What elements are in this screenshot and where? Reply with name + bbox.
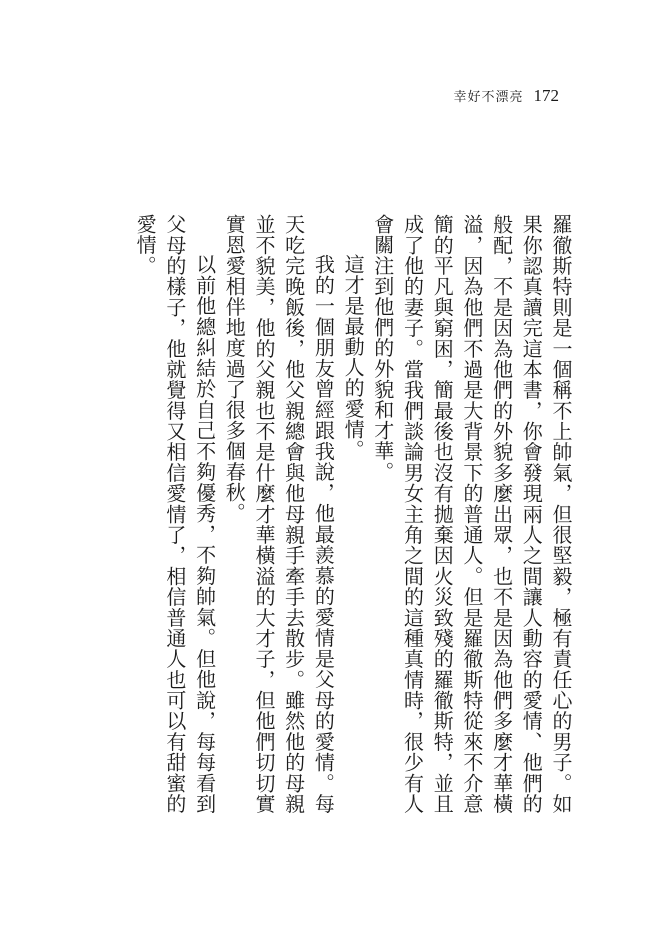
running-header [453, 86, 559, 106]
body-text [129, 214, 575, 814]
paragraph-2: 這才是最動人的愛情。 [341, 254, 366, 460]
paragraph-4: 以前他總糾結於自己不夠優秀，不夠帥氣。但他說，每每看到父母的樣子，他就覺得又相信愛情了，相信普通人也可以有甜蜜的愛情。 [133, 214, 217, 814]
paragraph-1: 羅徹斯特則是一個稱不上帥氣，但很堅毅，極有責任心的男子。如果你認真讀完這本書，你會發現兩人之間讓人動容的愛情、他們的般配，不是因為他們的外貌多麼出眾，也不是因為他們多麼才華橫溢，因為他們不過是大背景下的普通人。但是羅徹斯特從來不介意簡的平凡與窮困，簡最後也沒有拋棄因火災致殘的羅徹斯特，並且成了他的妻子。當我們談論男女主角之間的這種真情時，很少有人會關注到他們的外貌和才華。 [370, 214, 573, 814]
paragraph-3: 我的一個朋友曾經跟我說，他最羨慕的愛情是父母的愛情。每天吃完晚飯後，他父親總會與他母親手牽手去散步。雖然他的母親並不貌美，他的父親也不是什麼才華橫溢的大才子，但他們切切實實恩愛相伴地度過了很多個春秋。 [222, 214, 336, 814]
book-title: 幸好不漂亮 [453, 90, 524, 105]
page-number: 172 [533, 86, 559, 105]
